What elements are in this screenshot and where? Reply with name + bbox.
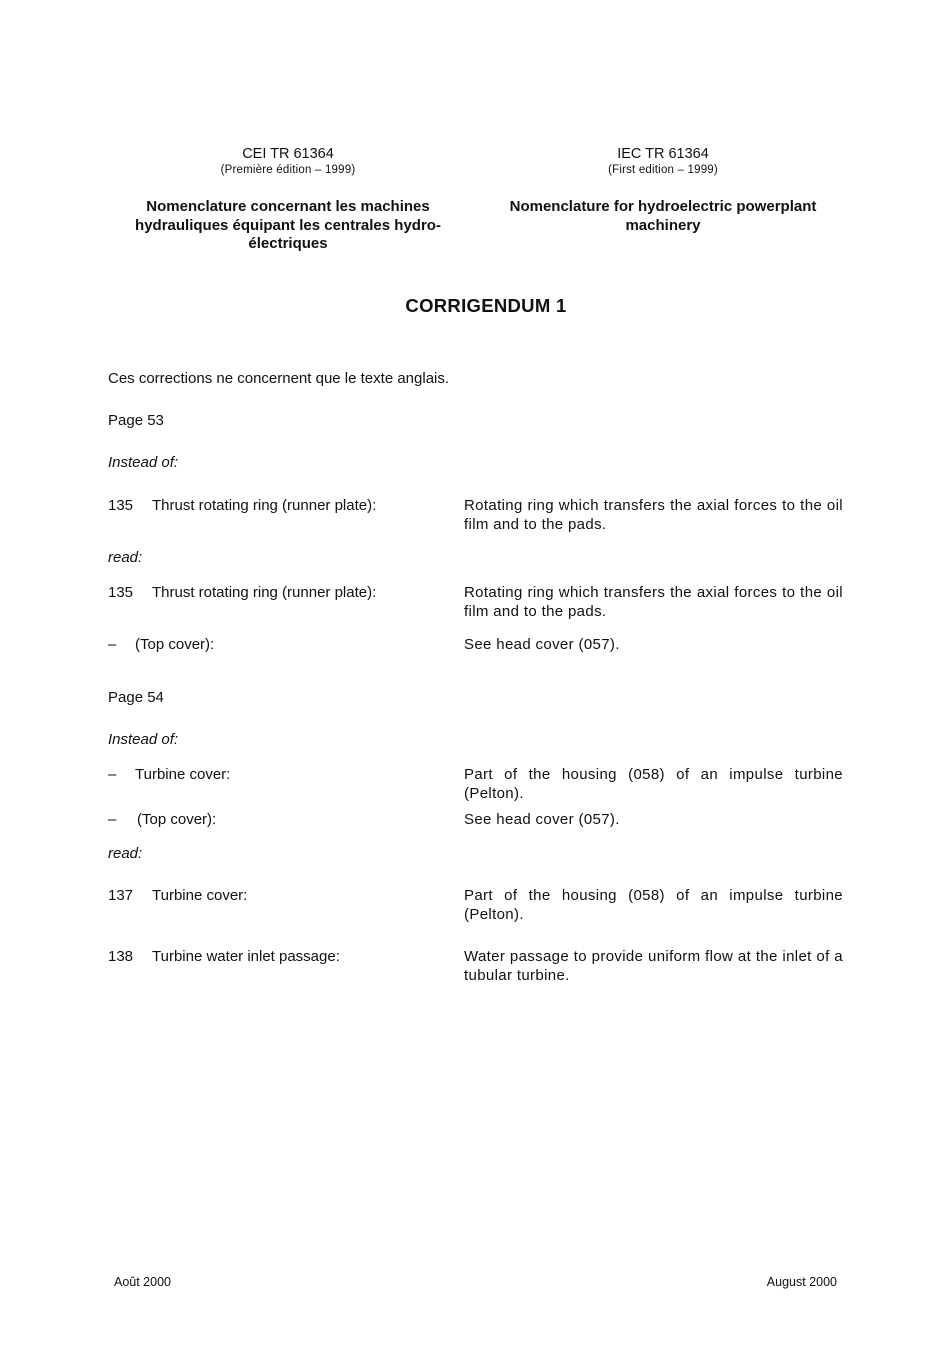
entry-137	[108, 887, 843, 927]
entry-term: Turbine cover:	[152, 887, 248, 904]
footer-date-french: Août 2000	[114, 1275, 171, 1289]
english-title: Nomenclature for hydroelectric powerplant machinery	[509, 198, 817, 234]
instead-of-label-53: Instead of:	[108, 454, 179, 471]
entry-number: 138	[108, 948, 134, 965]
french-edition: (Première édition – 1999)	[220, 164, 356, 176]
entry-term: Turbine cover:	[135, 766, 231, 783]
entry-top-cover-original	[108, 811, 843, 851]
entry-top-cover-added	[108, 636, 843, 676]
intro-text: Ces corrections ne concernent que le texte anglais.	[108, 370, 450, 387]
instead-of-label-54: Instead of:	[108, 731, 179, 748]
read-label-53: read:	[108, 549, 143, 566]
entry-number: 135	[108, 584, 134, 601]
english-header	[483, 146, 843, 235]
entry-term: (Top cover):	[137, 811, 217, 828]
entry-definition: See head cover (057).	[464, 636, 620, 653]
entry-term: Thrust rotating ring (runner plate):	[152, 497, 377, 514]
french-title: Nomenclature concernant les machines hydrauliques équipant les centrales hydro-électriques	[135, 198, 441, 252]
entry-term: (Top cover):	[135, 636, 215, 653]
entry-definition: Rotating ring which transfers the axial forces to the oil film and to the pads.	[464, 497, 843, 533]
english-code: IEC TR 61364	[617, 146, 709, 162]
page-53-label: Page 53	[108, 412, 164, 429]
footer-date-english: August 2000	[766, 1275, 837, 1289]
french-header	[108, 146, 468, 254]
page-54-label: Page 54	[108, 689, 164, 706]
french-code: CEI TR 61364	[242, 146, 334, 162]
entry-term: Turbine water inlet passage:	[152, 948, 340, 965]
english-edition: (First edition – 1999)	[608, 164, 718, 176]
entry-number: 137	[108, 887, 134, 904]
entry-135-corrected	[108, 584, 843, 624]
entry-term: Thrust rotating ring (runner plate):	[152, 584, 377, 601]
entry-definition: Rotating ring which transfers the axial forces to the oil film and to the pads.	[464, 584, 843, 620]
entry-dash: –	[108, 766, 117, 783]
entry-138	[108, 948, 843, 988]
entry-dash: –	[108, 811, 117, 828]
entry-definition: Part of the housing (058) of an impulse turbine (Pelton).	[464, 766, 843, 802]
entry-turbine-cover-original	[108, 766, 843, 806]
entry-definition: Part of the housing (058) of an impulse turbine (Pelton).	[464, 887, 843, 923]
entry-definition: See head cover (057).	[464, 811, 620, 828]
read-label-54: read:	[108, 845, 143, 862]
corrigendum-title: CORRIGENDUM 1	[405, 295, 567, 316]
entry-dash: –	[108, 636, 117, 653]
entry-definition: Water passage to provide uniform flow at the inlet of a tubular turbine.	[464, 948, 843, 984]
entry-135-original	[108, 497, 843, 537]
entry-number: 135	[108, 497, 134, 514]
